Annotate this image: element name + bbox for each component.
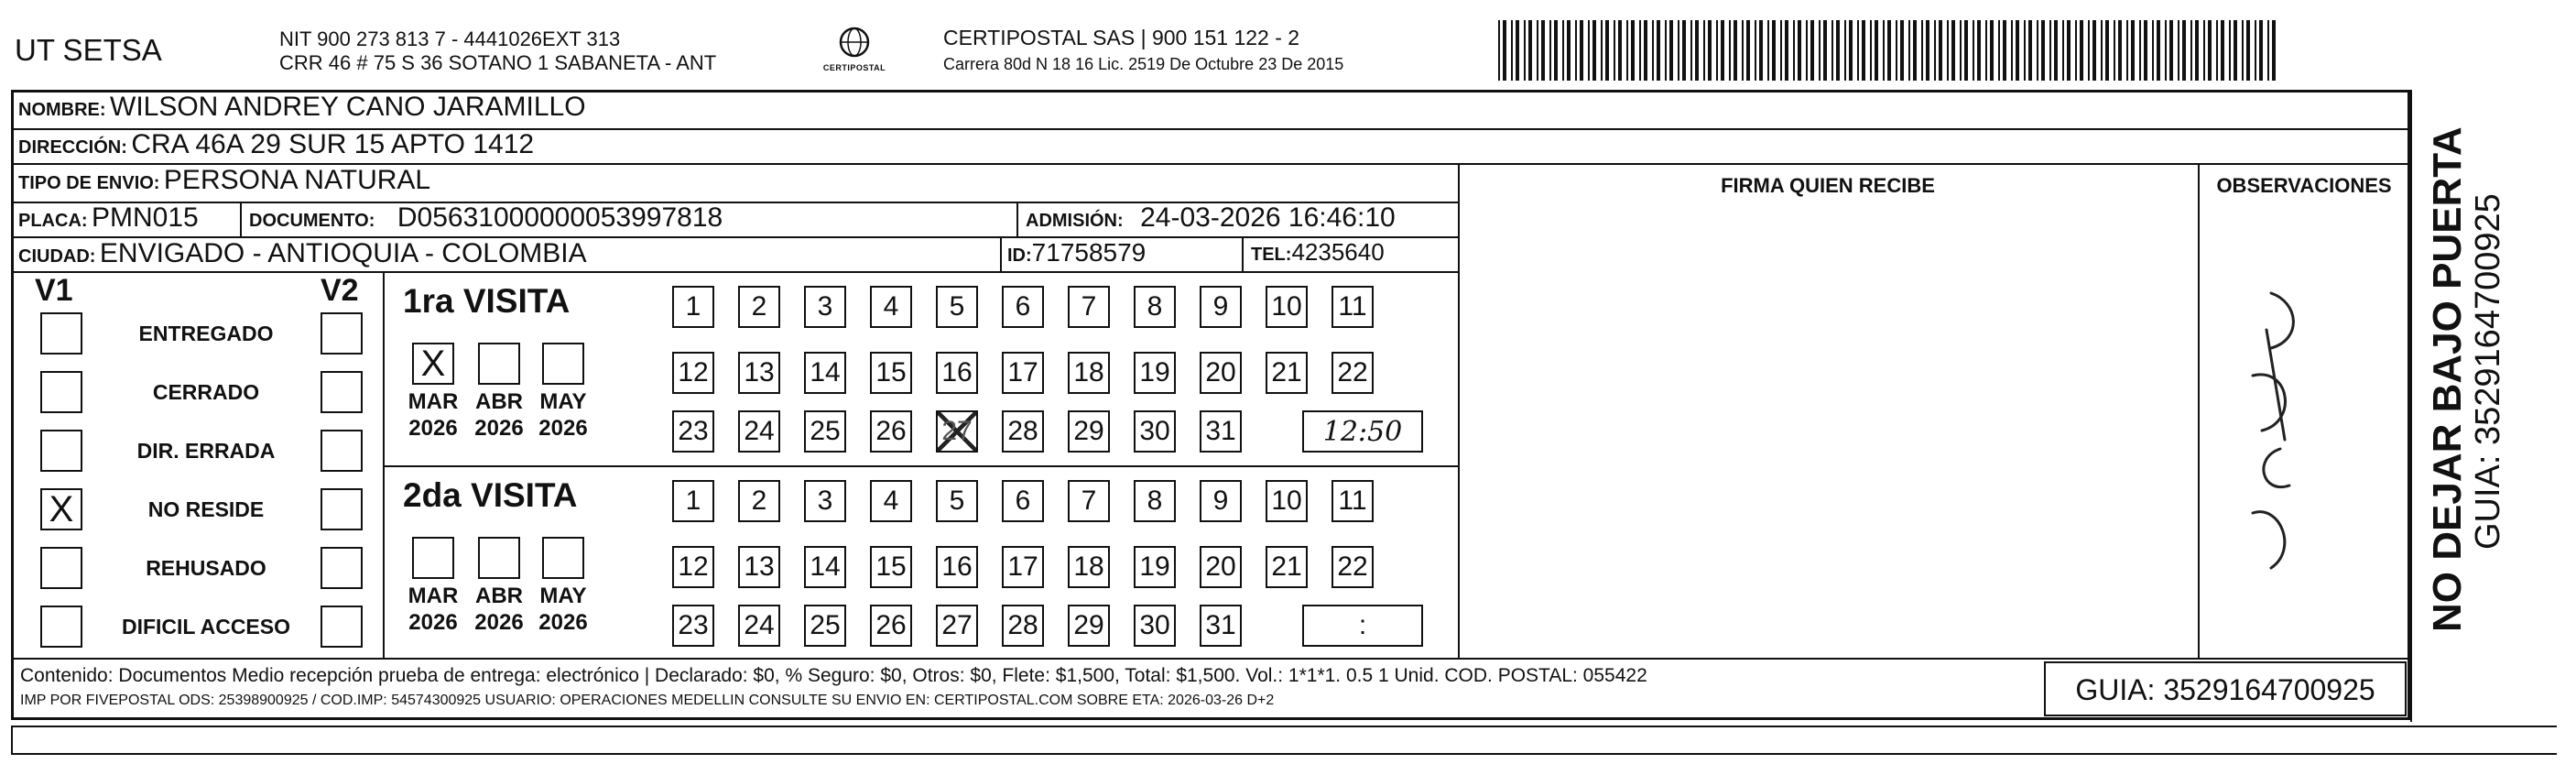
day-box[interactable]: 10 <box>1266 480 1308 522</box>
day-box[interactable]: 3 <box>804 286 846 328</box>
day-box[interactable]: 5 <box>936 480 978 522</box>
globe-icon <box>836 26 873 59</box>
status-label: REHUSADO <box>146 556 266 580</box>
day-box[interactable]: 7 <box>1068 286 1110 328</box>
day-box[interactable]: 14 <box>804 546 846 588</box>
license-line: Carrera 80d N 18 16 Lic. 2519 De Octubre 23 De 2015 <box>943 55 1344 73</box>
tipo-envio: PERSONA NATURAL <box>163 165 431 195</box>
day-box[interactable]: 15 <box>870 352 912 394</box>
day-box[interactable]: 7 <box>1068 480 1110 522</box>
recipient-address: CRA 46A 29 SUR 15 APTO 1412 <box>131 129 535 159</box>
month-label: MAR <box>408 389 459 414</box>
firma-header: FIRMA QUIEN RECIBE <box>1721 174 1935 197</box>
day-box[interactable]: 12 <box>672 352 714 394</box>
day-box[interactable]: 29 <box>1068 410 1110 453</box>
tipo-row <box>18 165 430 196</box>
side-guia: GUIA: 3529164700925 <box>2469 193 2507 550</box>
day-box[interactable]: 15 <box>870 546 912 588</box>
nombre-label: NOMBRE: <box>18 100 106 120</box>
admision-label: ADMISIÓN: <box>1026 211 1124 231</box>
documento-cell <box>249 202 723 234</box>
status-v1-checkbox[interactable] <box>40 606 82 648</box>
day-box[interactable]: 16 <box>936 546 978 588</box>
signature-area <box>1460 203 2196 656</box>
day-box[interactable]: 1 <box>672 286 714 328</box>
status-v2-checkbox[interactable] <box>321 371 363 413</box>
year-label: 2026 <box>408 416 458 441</box>
tel-label: TEL: <box>1251 245 1292 265</box>
footer-line-1: Contenido: Documentos Medio recepción prueba de entrega: electrónico | Declarado: $0, % Seguro: $0, Otros: $0, Flete: $1,500, Total: $1,500. Vol.: 1*1*1. 0.5 1 Unid. COD. POSTAL: 055422 <box>20 665 1647 686</box>
ciudad-label: CIUDAD: <box>18 246 96 267</box>
recipient-name: WILSON ANDREY CANO JARAMILLO <box>110 92 586 122</box>
day-box[interactable]: 26 <box>870 605 912 647</box>
visit-time-field[interactable]: : <box>1302 605 1423 647</box>
status-label: DIFICIL ACCESO <box>121 615 290 638</box>
day-box[interactable]: 27 <box>936 605 978 647</box>
admision-cell <box>1026 202 1396 234</box>
day-box[interactable]: 6 <box>1002 286 1044 328</box>
placa-value: PMN015 <box>92 202 199 233</box>
nombre-row <box>18 92 586 123</box>
status-v1-checkbox[interactable]: X <box>40 488 82 530</box>
certipostal-logo <box>813 26 896 77</box>
day-box[interactable]: 11 <box>1331 480 1374 522</box>
day-box[interactable]: 12 <box>672 546 714 588</box>
bottom-strip <box>11 726 2557 755</box>
month-label: MAY <box>539 584 587 608</box>
status-label: CERRADO <box>152 380 260 404</box>
tel-value: 4235640 <box>1291 238 1385 266</box>
month-checkbox[interactable] <box>412 537 454 579</box>
observaciones-header: OBSERVACIONES <box>2216 174 2392 197</box>
day-box[interactable]: 14 <box>804 352 846 394</box>
status-v2-checkbox[interactable] <box>321 488 363 530</box>
id-cell <box>1007 238 1146 267</box>
day-box[interactable]: 27 <box>936 410 978 453</box>
day-box[interactable]: 19 <box>1134 546 1176 588</box>
tipo-label: TIPO DE ENVIO: <box>18 173 160 193</box>
status-label: DIR. ERRADA <box>136 439 276 463</box>
nit-line: NIT 900 273 813 7 - 4441026EXT 313 <box>279 27 621 50</box>
day-box[interactable]: 8 <box>1134 286 1176 328</box>
status-v2-checkbox[interactable] <box>321 430 363 472</box>
day-box[interactable]: 17 <box>1002 352 1044 394</box>
year-label: 2026 <box>474 610 524 635</box>
certipostal-line: CERTIPOSTAL SAS | 900 151 122 - 2 <box>943 26 1300 49</box>
year-label: 2026 <box>538 416 588 441</box>
direccion-row <box>18 129 534 160</box>
day-box[interactable]: 24 <box>738 410 780 453</box>
day-box[interactable]: 2 <box>738 286 780 328</box>
visit-title: 1ra VISITA <box>403 282 571 320</box>
day-box[interactable]: 29 <box>1068 605 1110 647</box>
placa-label: PLACA: <box>18 211 88 231</box>
company-name: UT SETSA <box>15 33 162 67</box>
month-checkbox[interactable] <box>478 343 520 385</box>
day-box[interactable]: 9 <box>1200 286 1242 328</box>
month-label: MAR <box>408 584 459 608</box>
day-box[interactable]: 9 <box>1200 480 1242 522</box>
day-box[interactable]: 28 <box>1002 410 1044 453</box>
day-box[interactable]: 23 <box>672 605 714 647</box>
status-v1-checkbox[interactable] <box>40 430 82 472</box>
handwritten-note <box>2216 275 2326 586</box>
status-v2-checkbox[interactable] <box>321 547 363 589</box>
day-box[interactable]: 18 <box>1068 352 1110 394</box>
day-box[interactable]: 30 <box>1134 410 1176 453</box>
day-box[interactable]: 17 <box>1002 546 1044 588</box>
documento-label: DOCUMENTO: <box>249 211 375 231</box>
placa-cell <box>18 202 199 234</box>
side-warning: NO DEJAR BAJO PUERTA <box>2425 126 2470 632</box>
id-value: 71758579 <box>1031 238 1147 267</box>
month-label: MAY <box>539 389 587 414</box>
month-label: ABR <box>475 389 523 414</box>
day-box[interactable]: 25 <box>804 410 846 453</box>
day-box[interactable]: 28 <box>1002 605 1044 647</box>
day-box[interactable]: 26 <box>870 410 912 453</box>
logo-text: CERTIPOSTAL <box>822 63 886 72</box>
day-box[interactable]: 24 <box>738 605 780 647</box>
day-box[interactable]: 13 <box>738 546 780 588</box>
month-checkbox[interactable] <box>478 537 520 579</box>
ciudad-cell <box>18 238 587 269</box>
day-box[interactable]: 13 <box>738 352 780 394</box>
day-box[interactable]: 23 <box>672 410 714 453</box>
status-v1-checkbox[interactable] <box>40 547 82 589</box>
day-box[interactable]: 20 <box>1200 352 1242 394</box>
month-checkbox[interactable]: X <box>412 343 454 385</box>
day-box[interactable]: 2 <box>738 480 780 522</box>
day-box[interactable]: 8 <box>1134 480 1176 522</box>
day-box[interactable]: 3 <box>804 480 846 522</box>
year-label: 2026 <box>474 416 524 441</box>
day-box[interactable]: 30 <box>1134 605 1176 647</box>
day-box[interactable]: 22 <box>1331 352 1374 394</box>
status-v2-checkbox[interactable] <box>321 312 363 355</box>
day-box[interactable]: 1 <box>672 480 714 522</box>
day-box[interactable]: 31 <box>1200 410 1242 453</box>
footer-line-2: IMP POR FIVEPOSTAL ODS: 25398900925 / COD.IMP: 54574300925 USUARIO: OPERACIONES MEDELLIN CONSULTE SU ENVIO EN: CERTIPOSTAL.COM SOBRE ETA: 2026-03-26 D+2 <box>20 693 1275 708</box>
direccion-label: DIRECCIÓN: <box>18 137 127 158</box>
barcode <box>1498 20 2286 82</box>
day-box[interactable]: 22 <box>1331 546 1374 588</box>
day-box[interactable]: 5 <box>936 286 978 328</box>
status-v1-checkbox[interactable] <box>40 371 82 413</box>
day-box[interactable]: 16 <box>936 352 978 394</box>
month-checkbox[interactable] <box>542 343 584 385</box>
day-box[interactable]: 19 <box>1134 352 1176 394</box>
day-box[interactable]: 6 <box>1002 480 1044 522</box>
day-box[interactable]: 4 <box>870 480 912 522</box>
status-label: NO RESIDE <box>147 497 265 521</box>
status-v1-checkbox[interactable] <box>40 312 82 355</box>
day-box[interactable]: 21 <box>1266 546 1308 588</box>
day-box[interactable]: 21 <box>1266 352 1308 394</box>
day-box[interactable]: 20 <box>1200 546 1242 588</box>
company-address: CRR 46 # 75 S 36 SOTANO 1 SABANETA - ANT <box>279 51 717 74</box>
status-label: ENTREGADO <box>138 322 274 345</box>
day-box[interactable]: 10 <box>1266 286 1308 328</box>
day-box[interactable]: 4 <box>870 286 912 328</box>
id-label: ID: <box>1007 246 1032 266</box>
day-box[interactable]: 31 <box>1200 605 1242 647</box>
day-box[interactable]: 25 <box>804 605 846 647</box>
day-box[interactable]: 18 <box>1068 546 1110 588</box>
ciudad-value: ENVIGADO - ANTIOQUIA - COLOMBIA <box>99 238 587 268</box>
day-box[interactable]: 11 <box>1331 286 1374 328</box>
documento-value: D05631000000053997818 <box>397 202 723 233</box>
v2-label: V2 <box>321 273 359 308</box>
month-label: ABR <box>475 584 523 608</box>
v1-label: V1 <box>35 273 73 308</box>
year-label: 2026 <box>538 610 588 635</box>
month-checkbox[interactable] <box>542 537 584 579</box>
guia-box-text: GUIA: 3529164700925 <box>2075 673 2375 706</box>
tel-cell <box>1251 238 1385 267</box>
visit-title: 2da VISITA <box>403 476 578 514</box>
year-label: 2026 <box>408 610 458 635</box>
status-v2-checkbox[interactable] <box>321 606 363 648</box>
admision-value: 24-03-2026 16:46:10 <box>1140 202 1396 233</box>
visit-time-field[interactable]: 12:50 <box>1302 410 1423 453</box>
